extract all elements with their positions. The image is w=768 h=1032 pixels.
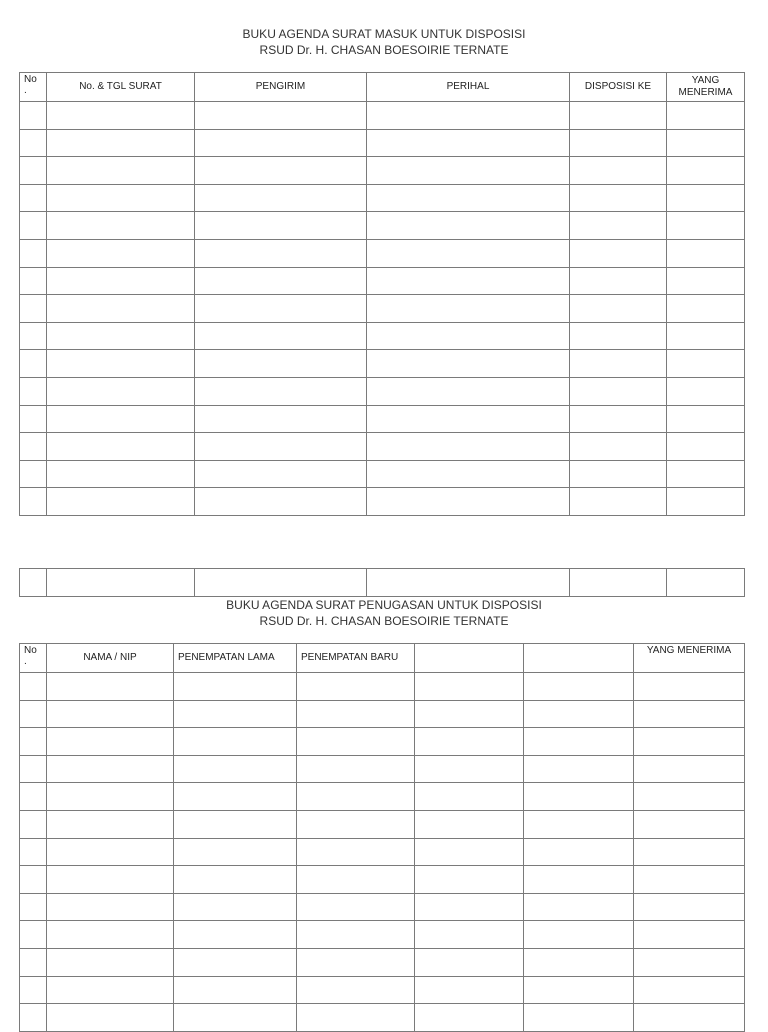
table-row xyxy=(20,1004,745,1032)
table-cell[interactable] xyxy=(297,755,415,783)
table-cell[interactable] xyxy=(297,921,415,949)
table-cell[interactable] xyxy=(20,921,47,949)
col-header-no xyxy=(20,644,47,673)
table-cell[interactable] xyxy=(47,157,195,185)
table-cell[interactable] xyxy=(524,700,634,728)
table-cell[interactable] xyxy=(20,157,47,185)
table-cell[interactable] xyxy=(570,433,667,461)
table-cell[interactable] xyxy=(47,1004,174,1032)
table-cell[interactable] xyxy=(20,948,47,976)
table-cell[interactable] xyxy=(570,569,667,597)
table-cell[interactable] xyxy=(667,129,745,157)
table-cell[interactable] xyxy=(367,350,570,378)
table-cell[interactable] xyxy=(20,838,47,866)
table-cell[interactable] xyxy=(174,810,297,838)
table-cell[interactable] xyxy=(367,460,570,488)
table-cell[interactable] xyxy=(297,1004,415,1032)
table-cell[interactable] xyxy=(47,488,195,516)
table-cell[interactable] xyxy=(634,673,745,701)
table-cell[interactable] xyxy=(367,405,570,433)
table-cell[interactable] xyxy=(634,866,745,894)
table-cell[interactable] xyxy=(20,866,47,894)
table-cell[interactable] xyxy=(634,755,745,783)
table-cell[interactable] xyxy=(195,405,367,433)
table-cell[interactable] xyxy=(195,377,367,405)
table-cell[interactable] xyxy=(195,460,367,488)
table-cell[interactable] xyxy=(174,755,297,783)
table-cell[interactable] xyxy=(524,673,634,701)
table-cell[interactable] xyxy=(20,212,47,240)
table-cell[interactable] xyxy=(297,810,415,838)
table-cell[interactable] xyxy=(667,569,745,597)
table-cell[interactable] xyxy=(634,700,745,728)
table-cell[interactable] xyxy=(297,948,415,976)
table-cell[interactable] xyxy=(20,405,47,433)
table-row xyxy=(20,295,745,323)
table-cell[interactable] xyxy=(20,488,47,516)
table-cell[interactable] xyxy=(47,129,195,157)
table-cell[interactable] xyxy=(524,1004,634,1032)
col-header-no-line1: No xyxy=(24,74,37,85)
table-cell[interactable] xyxy=(570,405,667,433)
agenda-penugasan-header-row xyxy=(20,644,745,673)
table-cell[interactable] xyxy=(195,569,367,597)
table-cell[interactable] xyxy=(297,673,415,701)
table-cell[interactable] xyxy=(667,350,745,378)
table-cell[interactable] xyxy=(524,810,634,838)
col-header-no-line2: . xyxy=(24,85,27,96)
table-cell[interactable] xyxy=(667,460,745,488)
table-cell[interactable] xyxy=(524,755,634,783)
agenda-masuk-title-line1: BUKU AGENDA SURAT MASUK UNTUK DISPOSISI xyxy=(242,27,526,41)
table-cell[interactable] xyxy=(174,728,297,756)
col-header-blank-1 xyxy=(415,644,524,673)
table-cell[interactable] xyxy=(174,921,297,949)
table-cell[interactable] xyxy=(195,295,367,323)
table-cell[interactable] xyxy=(367,569,570,597)
table-cell[interactable] xyxy=(415,755,524,783)
table-cell[interactable] xyxy=(47,728,174,756)
col-header-no xyxy=(20,73,47,102)
table-row xyxy=(20,405,745,433)
table-cell[interactable] xyxy=(570,157,667,185)
table-cell[interactable] xyxy=(47,700,174,728)
table-cell[interactable] xyxy=(47,783,174,811)
table-cell[interactable] xyxy=(570,377,667,405)
table-cell[interactable] xyxy=(570,239,667,267)
table-row xyxy=(20,212,745,240)
table-cell[interactable] xyxy=(667,433,745,461)
agenda-masuk-table xyxy=(19,72,745,516)
table-cell[interactable] xyxy=(20,377,47,405)
table-cell[interactable] xyxy=(524,866,634,894)
table-cell[interactable] xyxy=(667,212,745,240)
col-header-penempatan-baru: PENEMPATAN BARU xyxy=(297,644,415,673)
table-cell[interactable] xyxy=(367,212,570,240)
table-cell[interactable] xyxy=(367,377,570,405)
table-cell[interactable] xyxy=(667,377,745,405)
table-cell[interactable] xyxy=(195,102,367,130)
col-header-no-line2: . xyxy=(24,656,27,667)
table-cell[interactable] xyxy=(415,728,524,756)
table-row xyxy=(20,129,745,157)
table-cell[interactable] xyxy=(297,700,415,728)
table-cell[interactable] xyxy=(174,866,297,894)
table-cell[interactable] xyxy=(570,212,667,240)
col-header-penempatan-lama: PENEMPATAN LAMA xyxy=(174,644,297,673)
col-header-no-tgl-surat: No. & TGL SURAT xyxy=(47,73,195,102)
agenda-penugasan-title-line1: BUKU AGENDA SURAT PENUGASAN UNTUK DISPOSISI xyxy=(226,598,542,612)
table-cell[interactable] xyxy=(415,948,524,976)
agenda-penugasan-table xyxy=(19,643,745,1032)
table-cell[interactable] xyxy=(667,322,745,350)
table-cell[interactable] xyxy=(524,976,634,1004)
table-cell[interactable] xyxy=(634,810,745,838)
table-cell[interactable] xyxy=(195,184,367,212)
table-cell[interactable] xyxy=(195,322,367,350)
table-cell[interactable] xyxy=(20,1004,47,1032)
table-cell[interactable] xyxy=(195,212,367,240)
table-cell[interactable] xyxy=(367,102,570,130)
table-cell[interactable] xyxy=(174,838,297,866)
table-cell[interactable] xyxy=(415,673,524,701)
table-cell[interactable] xyxy=(634,948,745,976)
table-cell[interactable] xyxy=(524,783,634,811)
table-row xyxy=(20,267,745,295)
col-header-yang-menerima: YANG MENERIMA xyxy=(634,644,745,673)
table-cell[interactable] xyxy=(174,976,297,1004)
table-cell[interactable] xyxy=(47,866,174,894)
agenda-masuk-title-line2: RSUD Dr. H. CHASAN BOESOIRIE TERNATE xyxy=(259,43,509,57)
table-row xyxy=(20,157,745,185)
table-cell[interactable] xyxy=(20,295,47,323)
table-cell[interactable] xyxy=(174,1004,297,1032)
agenda-penugasan-title-line2: RSUD Dr. H. CHASAN BOESOIRIE TERNATE xyxy=(259,614,509,628)
table-row xyxy=(20,350,745,378)
table-cell[interactable] xyxy=(367,267,570,295)
table-cell[interactable] xyxy=(195,129,367,157)
table-cell[interactable] xyxy=(20,350,47,378)
table-cell[interactable] xyxy=(667,267,745,295)
table-cell[interactable] xyxy=(20,700,47,728)
table-cell[interactable] xyxy=(415,700,524,728)
table-row xyxy=(20,673,745,701)
table-cell[interactable] xyxy=(634,728,745,756)
table-cell[interactable] xyxy=(570,488,667,516)
table-cell[interactable] xyxy=(667,239,745,267)
col-header-blank-2 xyxy=(524,644,634,673)
table-cell[interactable] xyxy=(634,783,745,811)
table-cell[interactable] xyxy=(47,184,195,212)
separator-row xyxy=(20,569,745,597)
table-cell[interactable] xyxy=(667,184,745,212)
col-header-yang-menerima xyxy=(667,73,745,102)
table-cell[interactable] xyxy=(297,838,415,866)
table-cell[interactable] xyxy=(47,673,174,701)
table-cell[interactable] xyxy=(20,893,47,921)
table-cell[interactable] xyxy=(20,267,47,295)
col-header-yang-menerima-line2: MENERIMA xyxy=(678,87,733,98)
agenda-masuk-title xyxy=(0,26,768,58)
table-cell[interactable] xyxy=(524,893,634,921)
table-cell[interactable] xyxy=(634,921,745,949)
table-cell[interactable] xyxy=(634,976,745,1004)
table-cell[interactable] xyxy=(47,102,195,130)
table-cell[interactable] xyxy=(47,460,195,488)
table-cell[interactable] xyxy=(297,728,415,756)
table-row xyxy=(20,433,745,461)
table-row xyxy=(20,184,745,212)
table-cell[interactable] xyxy=(415,921,524,949)
table-cell[interactable] xyxy=(415,810,524,838)
table-cell[interactable] xyxy=(367,157,570,185)
table-cell[interactable] xyxy=(667,405,745,433)
table-cell[interactable] xyxy=(47,976,174,1004)
table-cell[interactable] xyxy=(634,838,745,866)
table-cell[interactable] xyxy=(634,1004,745,1032)
table-cell[interactable] xyxy=(174,893,297,921)
table-row xyxy=(20,976,745,1004)
table-cell[interactable] xyxy=(667,295,745,323)
table-row xyxy=(20,488,745,516)
table-cell[interactable] xyxy=(20,810,47,838)
table-row xyxy=(20,102,745,130)
table-row xyxy=(20,921,745,949)
table-row xyxy=(20,377,745,405)
table-cell[interactable] xyxy=(570,350,667,378)
table-cell[interactable] xyxy=(367,184,570,212)
table-row xyxy=(20,838,745,866)
col-header-disposisi-ke: DISPOSISI KE xyxy=(570,73,667,102)
table-cell[interactable] xyxy=(20,673,47,701)
table-row xyxy=(20,728,745,756)
table-cell[interactable] xyxy=(47,295,195,323)
table-cell[interactable] xyxy=(20,433,47,461)
table-cell[interactable] xyxy=(195,157,367,185)
table-cell[interactable] xyxy=(20,184,47,212)
agenda-penugasan-title xyxy=(0,597,768,629)
table-row xyxy=(20,322,745,350)
table-cell[interactable] xyxy=(20,322,47,350)
table-cell[interactable] xyxy=(524,948,634,976)
table-cell[interactable] xyxy=(47,239,195,267)
table-row xyxy=(20,460,745,488)
col-header-no-line1: No xyxy=(24,645,37,656)
table-cell[interactable] xyxy=(570,102,667,130)
table-cell[interactable] xyxy=(174,700,297,728)
col-header-yang-menerima-line1: YANG xyxy=(691,75,720,86)
table-cell[interactable] xyxy=(634,893,745,921)
table-cell[interactable] xyxy=(174,673,297,701)
table-cell[interactable] xyxy=(20,239,47,267)
table-cell[interactable] xyxy=(47,377,195,405)
table-cell[interactable] xyxy=(570,295,667,323)
table-cell[interactable] xyxy=(47,810,174,838)
agenda-masuk-header-row xyxy=(20,73,745,102)
col-header-perihal: PERIHAL xyxy=(367,73,570,102)
table-cell[interactable] xyxy=(20,129,47,157)
table-cell[interactable] xyxy=(47,569,195,597)
table-cell[interactable] xyxy=(297,866,415,894)
table-cell[interactable] xyxy=(47,893,174,921)
table-cell[interactable] xyxy=(367,295,570,323)
table-cell[interactable] xyxy=(47,755,174,783)
table-cell[interactable] xyxy=(570,129,667,157)
table-cell[interactable] xyxy=(20,783,47,811)
separator-row-table xyxy=(19,568,745,597)
table-cell[interactable] xyxy=(195,350,367,378)
table-cell[interactable] xyxy=(20,460,47,488)
table-cell[interactable] xyxy=(415,976,524,1004)
col-header-pengirim: PENGIRIM xyxy=(195,73,367,102)
table-row xyxy=(20,948,745,976)
table-cell[interactable] xyxy=(195,239,367,267)
table-cell[interactable] xyxy=(20,976,47,1004)
table-cell[interactable] xyxy=(297,893,415,921)
table-cell[interactable] xyxy=(47,350,195,378)
table-row xyxy=(20,755,745,783)
table-cell[interactable] xyxy=(20,755,47,783)
table-cell[interactable] xyxy=(415,893,524,921)
table-cell[interactable] xyxy=(20,569,47,597)
table-cell[interactable] xyxy=(47,322,195,350)
table-cell[interactable] xyxy=(47,433,195,461)
table-cell[interactable] xyxy=(415,783,524,811)
table-cell[interactable] xyxy=(47,212,195,240)
table-cell[interactable] xyxy=(195,433,367,461)
table-cell[interactable] xyxy=(524,728,634,756)
table-row xyxy=(20,239,745,267)
table-cell[interactable] xyxy=(195,267,367,295)
table-cell[interactable] xyxy=(47,405,195,433)
table-cell[interactable] xyxy=(20,728,47,756)
table-cell[interactable] xyxy=(174,948,297,976)
table-row xyxy=(20,810,745,838)
table-cell[interactable] xyxy=(367,433,570,461)
table-cell[interactable] xyxy=(570,267,667,295)
table-cell[interactable] xyxy=(20,102,47,130)
table-cell[interactable] xyxy=(415,866,524,894)
table-cell[interactable] xyxy=(367,322,570,350)
table-row xyxy=(20,893,745,921)
table-cell[interactable] xyxy=(415,838,524,866)
table-cell[interactable] xyxy=(524,921,634,949)
table-cell[interactable] xyxy=(667,102,745,130)
table-cell[interactable] xyxy=(174,783,297,811)
table-cell[interactable] xyxy=(570,322,667,350)
table-cell[interactable] xyxy=(47,838,174,866)
table-cell[interactable] xyxy=(667,488,745,516)
table-cell[interactable] xyxy=(297,783,415,811)
table-cell[interactable] xyxy=(570,460,667,488)
table-cell[interactable] xyxy=(667,157,745,185)
table-cell[interactable] xyxy=(47,921,174,949)
table-cell[interactable] xyxy=(367,488,570,516)
table-cell[interactable] xyxy=(297,976,415,1004)
table-cell[interactable] xyxy=(47,267,195,295)
table-cell[interactable] xyxy=(524,838,634,866)
table-cell[interactable] xyxy=(367,129,570,157)
table-row xyxy=(20,866,745,894)
table-cell[interactable] xyxy=(195,488,367,516)
col-header-nama-nip: NAMA / NIP xyxy=(47,644,174,673)
table-cell[interactable] xyxy=(47,948,174,976)
table-row xyxy=(20,783,745,811)
table-cell[interactable] xyxy=(570,184,667,212)
table-row xyxy=(20,700,745,728)
table-cell[interactable] xyxy=(367,239,570,267)
table-cell[interactable] xyxy=(415,1004,524,1032)
